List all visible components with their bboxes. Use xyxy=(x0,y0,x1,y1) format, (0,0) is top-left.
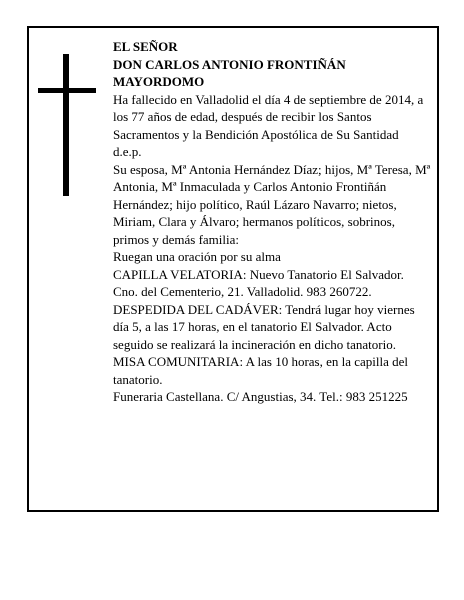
cross-icon-bar xyxy=(38,88,96,93)
funeral-home-info: Funeraria Castellana. C/ Angustias, 34. Tel.: 983 251225 xyxy=(113,389,408,404)
family-members: Su esposa, Mª Antonia Hernández Díaz; hijos, Mª Teresa, Mª Antonia, Mª Inmaculada y Carlos Antonio Frontiñán Hernández; hijo político, Raúl Lázaro Navarro; nietos, Miriam, Clara y Álvaro; hermanos políticos, sobrinos, primos y demás familia: xyxy=(113,161,431,247)
deceased-title: EL SEÑOR xyxy=(113,39,178,54)
rip-text: d.e.p. xyxy=(113,144,142,159)
cross-icon xyxy=(63,54,69,196)
deceased-name: DON CARLOS ANTONIO FRONTIÑÁN MAYORDOMO xyxy=(113,56,346,89)
death-announcement: Ha fallecido en Valladolid el día 4 de septiembre de 2014, a los 77 años de edad, después de recibir los Santos Sacramentos y la Bendición Apostólica de Su Santidad xyxy=(113,91,424,142)
mass-info: MISA COMUNITARIA: A las 10 horas, en la capilla del tanatorio. xyxy=(113,354,409,387)
farewell-info: DESPEDIDA DEL CADÁVER: Tendrá lugar hoy viernes día 5, a las 17 horas, en el tanatorio El Salvador. Acto seguido se realizará la incineración en dicho tanatorio. xyxy=(113,301,415,352)
obituary-text xyxy=(113,38,431,406)
chapel-info: CAPILLA VELATORIA: Nuevo Tanatorio El Salvador. Cno. del Cementerio, 21. Valladolid. 983 260722. xyxy=(113,266,404,299)
prayer-request: Ruegan una oración por su alma xyxy=(113,249,281,264)
